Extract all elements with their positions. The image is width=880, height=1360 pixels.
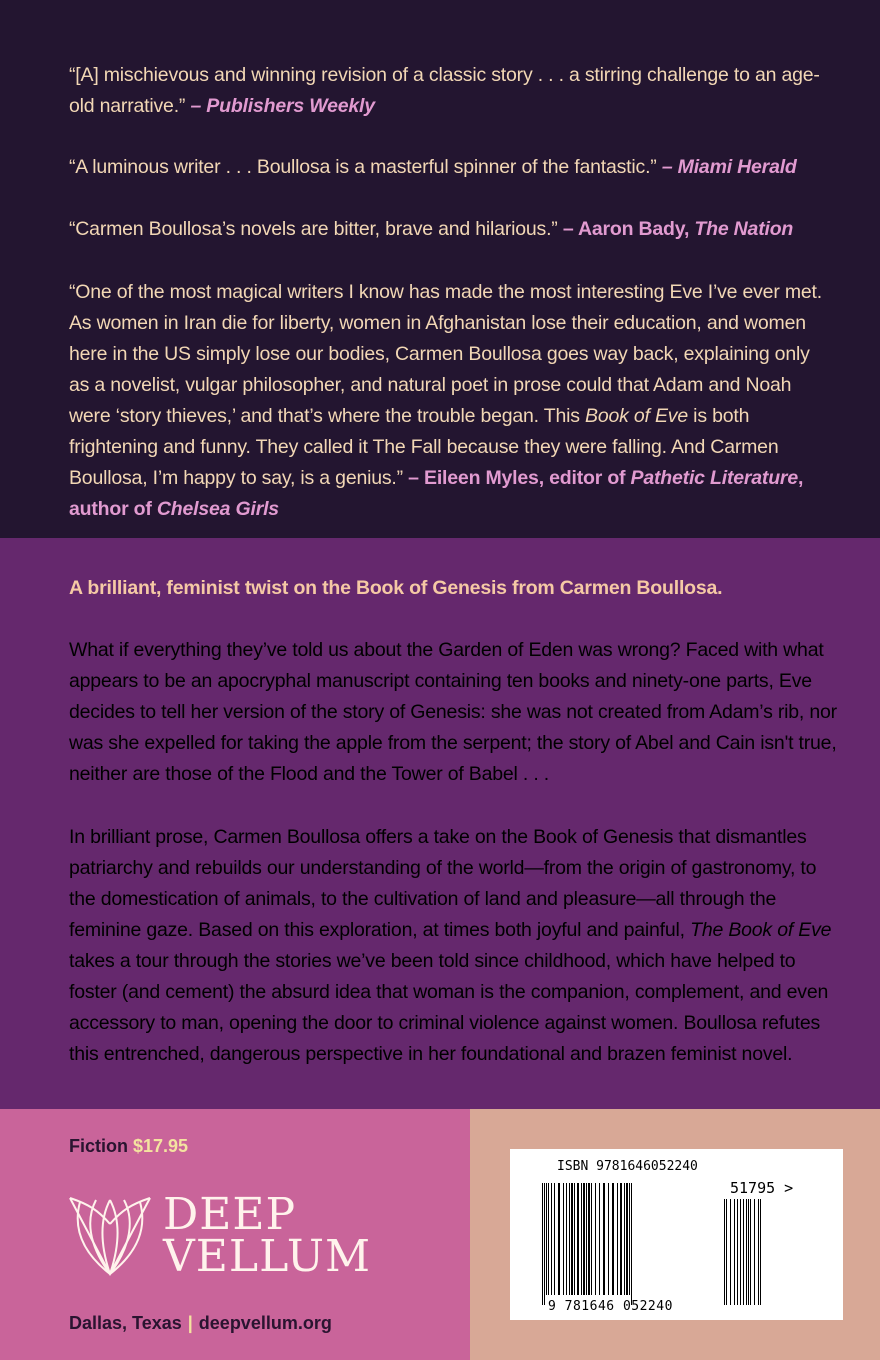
barcode-bar bbox=[583, 1183, 585, 1295]
deep-vellum-logo-icon bbox=[68, 1194, 152, 1278]
barcode-bar bbox=[743, 1199, 744, 1305]
category-price bbox=[69, 1136, 188, 1157]
isbn-barcode bbox=[510, 1149, 843, 1320]
barcode-bar bbox=[599, 1183, 600, 1295]
price-label: $17.95 bbox=[133, 1136, 189, 1156]
description-paragraph-1: What if everything they’ve told us about the Garden of Eden was wrong? Faced with what appears to be an apocryphal manuscript containing ten books and ninety-one parts, Eve decides to tell her version of the story of Genesis: she was not created from Adam’s rib, nor was she expelled for taking the apple from the serpent; the story of Abel and Cain isn't true, neither are those of the Flood and the Tower of Babel . . . bbox=[69, 639, 837, 785]
barcode-bar bbox=[577, 1183, 579, 1295]
location-text: Dallas, Texas bbox=[69, 1313, 182, 1333]
review-attribution: – Publishers Weekly bbox=[190, 95, 375, 117]
ean13-bars bbox=[540, 1183, 720, 1305]
review-eileen-myles bbox=[69, 277, 834, 525]
barcode-bar bbox=[581, 1183, 582, 1295]
barcode-bar bbox=[586, 1183, 587, 1295]
description-paragraph-2: In brilliant prose, Carmen Boullosa offers a take on the Book of Genesis that dismantles patriarchy and rebuilds our understanding of the world—from the origin of gastronomy, to the domestication of animals, to the cultivation of land and pleasure—all through the feminine gaze. Based on this exploration, at times both joyful and painful, The Book of Eve takes a tour through the stories we’ve been told since childhood, which have helped to foster (and cement) the absurd idea that woman is the companion, complement, and even accessory to man, opening the door to criminal violence against women. Boullosa refutes this entrenched, dangerous perspective in her foundational and brazen feminist novel. bbox=[69, 826, 832, 1065]
barcode-bar bbox=[591, 1183, 592, 1295]
isbn-digits: 9 781646 052240 bbox=[548, 1299, 673, 1314]
review-text: “A luminous writer . . . Boullosa is a masterful spinner of the fantastic.” bbox=[69, 156, 657, 178]
review-text: “Carmen Boullosa’s novels are bitter, brave and hilarious.” bbox=[69, 218, 558, 240]
isbn-label: ISBN 9781646052240 bbox=[557, 1159, 698, 1174]
barcode-bar bbox=[603, 1183, 605, 1295]
barcode-bar bbox=[563, 1183, 564, 1295]
barcode-bar bbox=[620, 1183, 622, 1295]
ean5-bars bbox=[722, 1199, 782, 1305]
barcode-bar bbox=[554, 1183, 555, 1295]
barcode-bar bbox=[544, 1183, 545, 1305]
barcode-bar bbox=[617, 1183, 618, 1295]
barcode-bar bbox=[737, 1199, 738, 1305]
barcode-bar bbox=[566, 1183, 567, 1295]
barcode-bar bbox=[730, 1199, 731, 1305]
barcode-bar bbox=[595, 1183, 596, 1295]
barcode-bar bbox=[558, 1183, 560, 1295]
barcode-bar bbox=[754, 1199, 755, 1305]
barcode-bar bbox=[760, 1199, 761, 1305]
price-code: 51795 > bbox=[730, 1179, 794, 1197]
review-miami-herald bbox=[69, 152, 829, 183]
barcode-bar bbox=[758, 1199, 759, 1305]
review-attribution: – Aaron Bady, The Nation bbox=[562, 218, 794, 240]
barcode-bar bbox=[608, 1183, 609, 1295]
barcode-bar bbox=[574, 1183, 575, 1295]
barcode-bar bbox=[748, 1199, 749, 1305]
reviews-section bbox=[0, 0, 880, 538]
barcode-bar bbox=[612, 1183, 614, 1295]
separator: | bbox=[187, 1313, 193, 1333]
review-attribution: – Miami Herald bbox=[661, 156, 797, 178]
barcode-bar bbox=[750, 1199, 751, 1305]
review-attribution: – Eileen Myles, editor of Pathetic Literature, author of Chelsea Girls bbox=[69, 467, 804, 520]
barcode-bar bbox=[588, 1183, 590, 1295]
publisher-name-line-1: DEEP bbox=[163, 1189, 297, 1240]
barcode-bar bbox=[734, 1199, 735, 1305]
barcode-bar bbox=[548, 1183, 549, 1295]
barcode-bar bbox=[551, 1183, 552, 1295]
barcode-bar bbox=[571, 1183, 573, 1295]
barcode-bar bbox=[726, 1199, 727, 1305]
barcode-bar bbox=[629, 1183, 630, 1295]
barcode-bar bbox=[724, 1199, 725, 1305]
publisher-name-line-2: VELLUM bbox=[163, 1231, 372, 1282]
barcode-bar bbox=[626, 1183, 628, 1295]
website-link[interactable]: deepvellum.org bbox=[198, 1313, 332, 1333]
barcode-bar bbox=[624, 1183, 625, 1295]
barcode-bar bbox=[631, 1183, 632, 1305]
publisher-location bbox=[69, 1313, 332, 1334]
barcode-bar bbox=[569, 1183, 570, 1295]
review-text: “[A] mischievous and winning revision of a classic story . . . a stirring challenge to an age-old narrative.” bbox=[69, 64, 820, 117]
description-lead: A brilliant, feminist twist on the Book of Genesis from Carmen Boullosa. bbox=[69, 577, 723, 599]
barcode-bar bbox=[542, 1183, 543, 1305]
review-text: “One of the most magical writers I know has made the most interesting Eve I’ve ever met. As women in Iran die for liberty, women in Afghanistan lose their education, and women here in the US simply lose our bodies, Carmen Boullosa goes way back, explaining only as a novelist, vulgar philosopher, and natural poet in prose could that Adam and Noah were ‘story thieves,’ and that’s where the trouble began. This Book of Eve is both frightening and funny. They called it The Fall because they were falling. And Carmen Boullosa, I’m happy to say, is a genius.” bbox=[69, 281, 822, 489]
barcode-bar bbox=[746, 1199, 747, 1305]
review-the-nation bbox=[69, 214, 829, 245]
barcode-bar bbox=[546, 1183, 547, 1295]
category-label: Fiction bbox=[69, 1136, 128, 1156]
barcode-bar bbox=[740, 1199, 741, 1305]
publisher-name bbox=[163, 1189, 372, 1282]
review-publishers-weekly bbox=[69, 60, 829, 122]
